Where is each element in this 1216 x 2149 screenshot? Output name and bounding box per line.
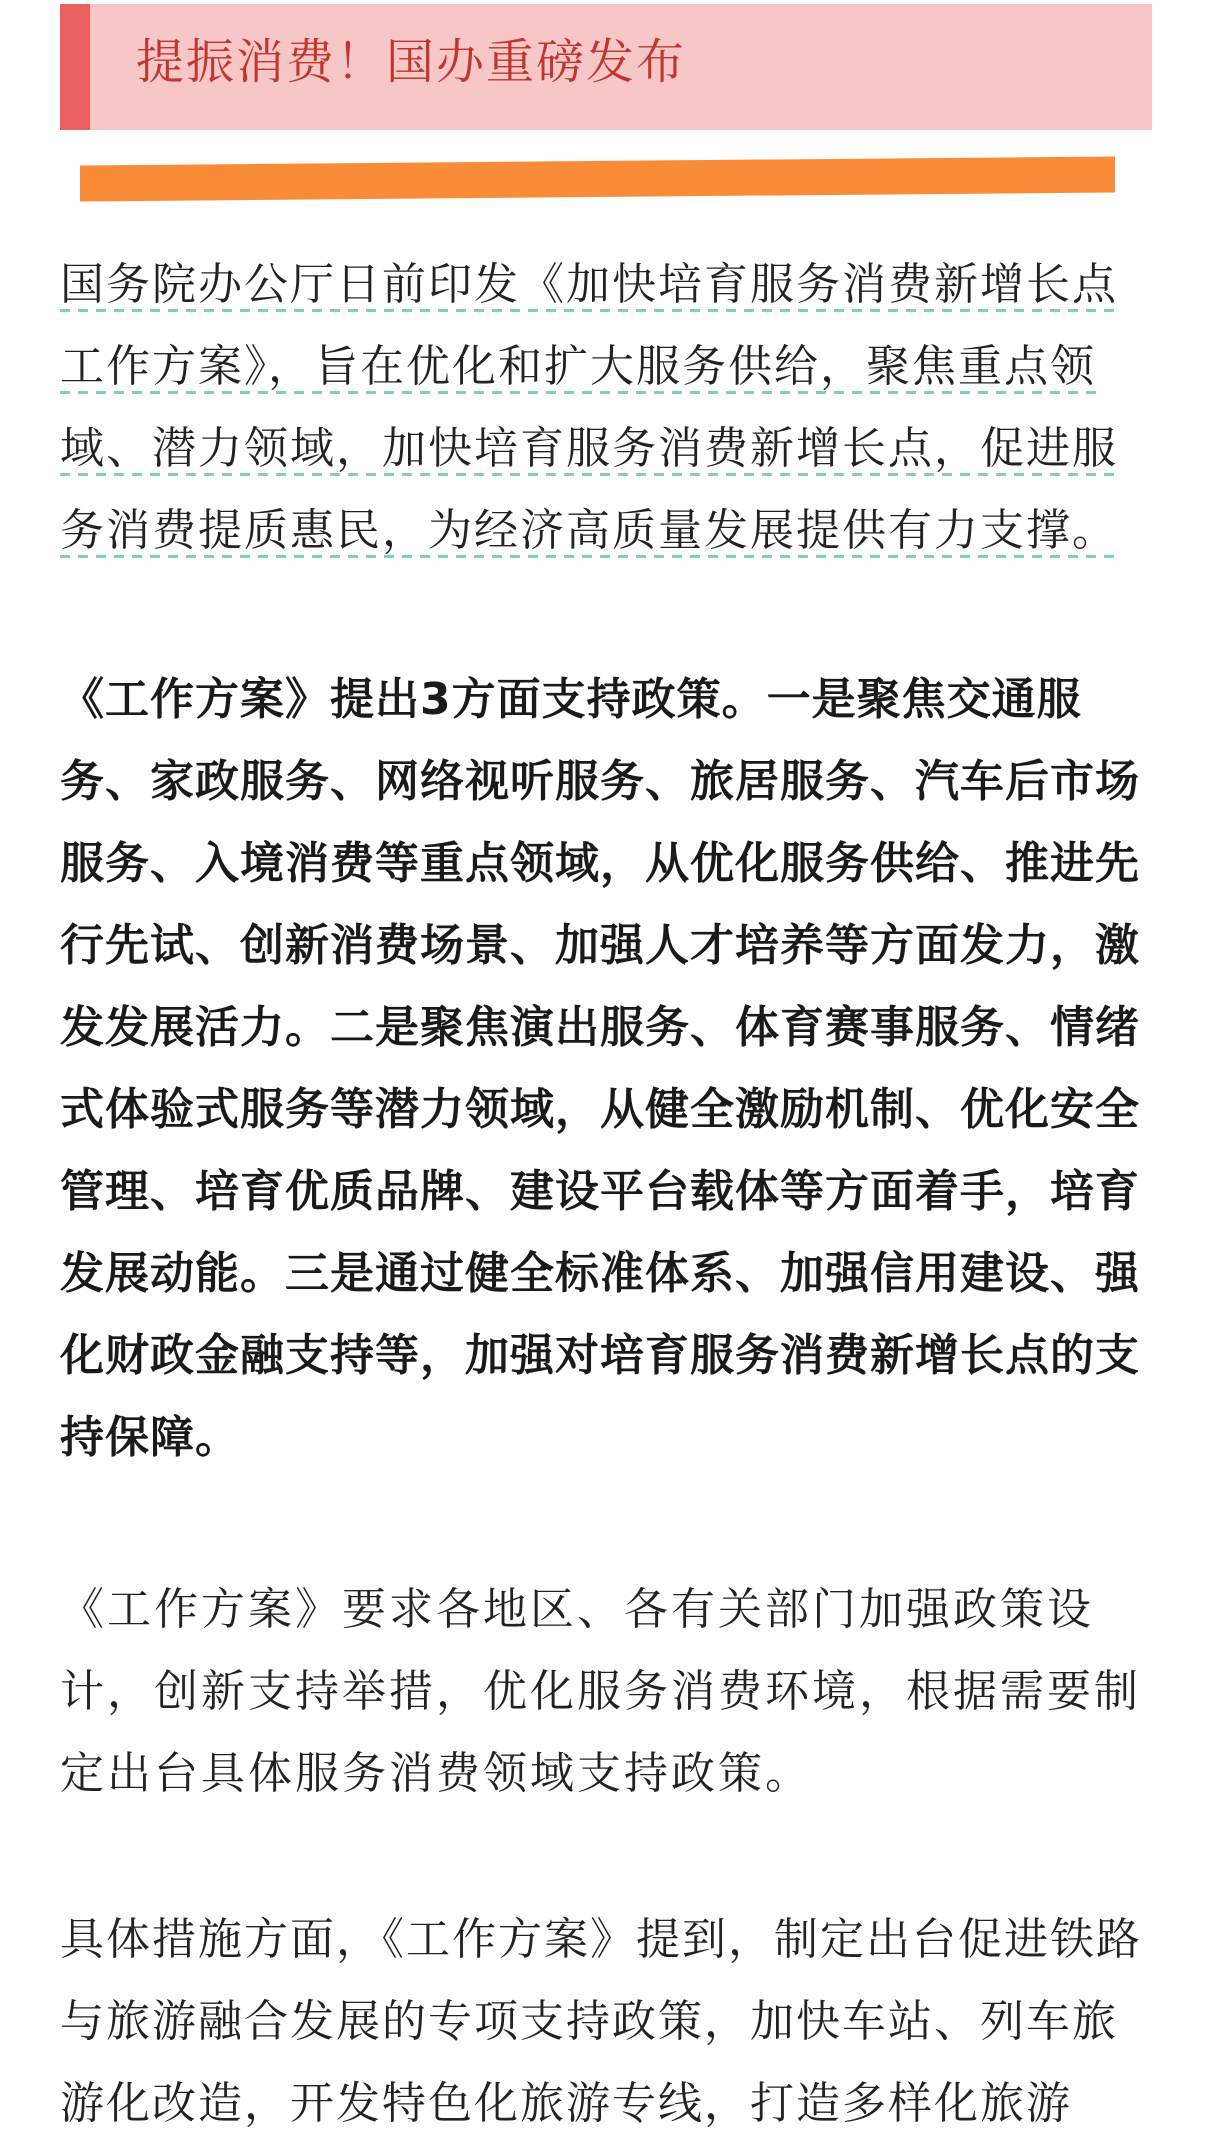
title-banner-accent [60,4,90,130]
intro-line: 务消费提质惠民，为经济高质量发展提供有力支撑。 [60,505,1118,556]
intro-line: 工作方案》，旨在优化和扩大服务供给，聚焦重点领 [60,341,1096,392]
policy-summary-paragraph: 《工作方案》提出3方面支持政策。一是聚焦交通服务、家政服务、网络视听服务、旅居服务、汽车后市场服务、入境消费等重点领域，从优化服务供给、推进先行先试、创新消费场景、加强人才培养等方面发力，激发发展活力。二是聚焦演出服务、体育赛事服务、情绪式体验式服务等潜力领域，从健全激励机制、优化安全管理、培育优质品牌、建设平台载体等方面着手，培育发展动能。三是通过健全标准体系、加强信用建设、强化财政金融支持等，加强对培育服务消费新增长点的支持保障。 [60,674,1140,1463]
measures-paragraph: 具体措施方面，《工作方案》提到，制定出台促进铁路与旅游融合发展的专项支持政策，加快车站、列车旅游化改造，开发特色化旅游专线，打造多样化旅游 [60,1914,1142,2129]
decorative-divider [80,156,1115,201]
intro-line: 国务院办公厅日前印发《加快培育服务消费新增长点 [60,259,1118,310]
requirements-paragraph: 《工作方案》要求各地区、各有关部门加强政策设计，创新支持举措，优化服务消费环境，根据需要制定出台具体服务消费领域支持政策。 [60,1584,1141,1799]
intro-paragraph [60,244,1154,572]
intro-line: 域、潜力领域，加快培育服务消费新增长点，促进服 [60,423,1118,474]
page-title: 提振消费！国办重磅发布 [136,34,687,90]
